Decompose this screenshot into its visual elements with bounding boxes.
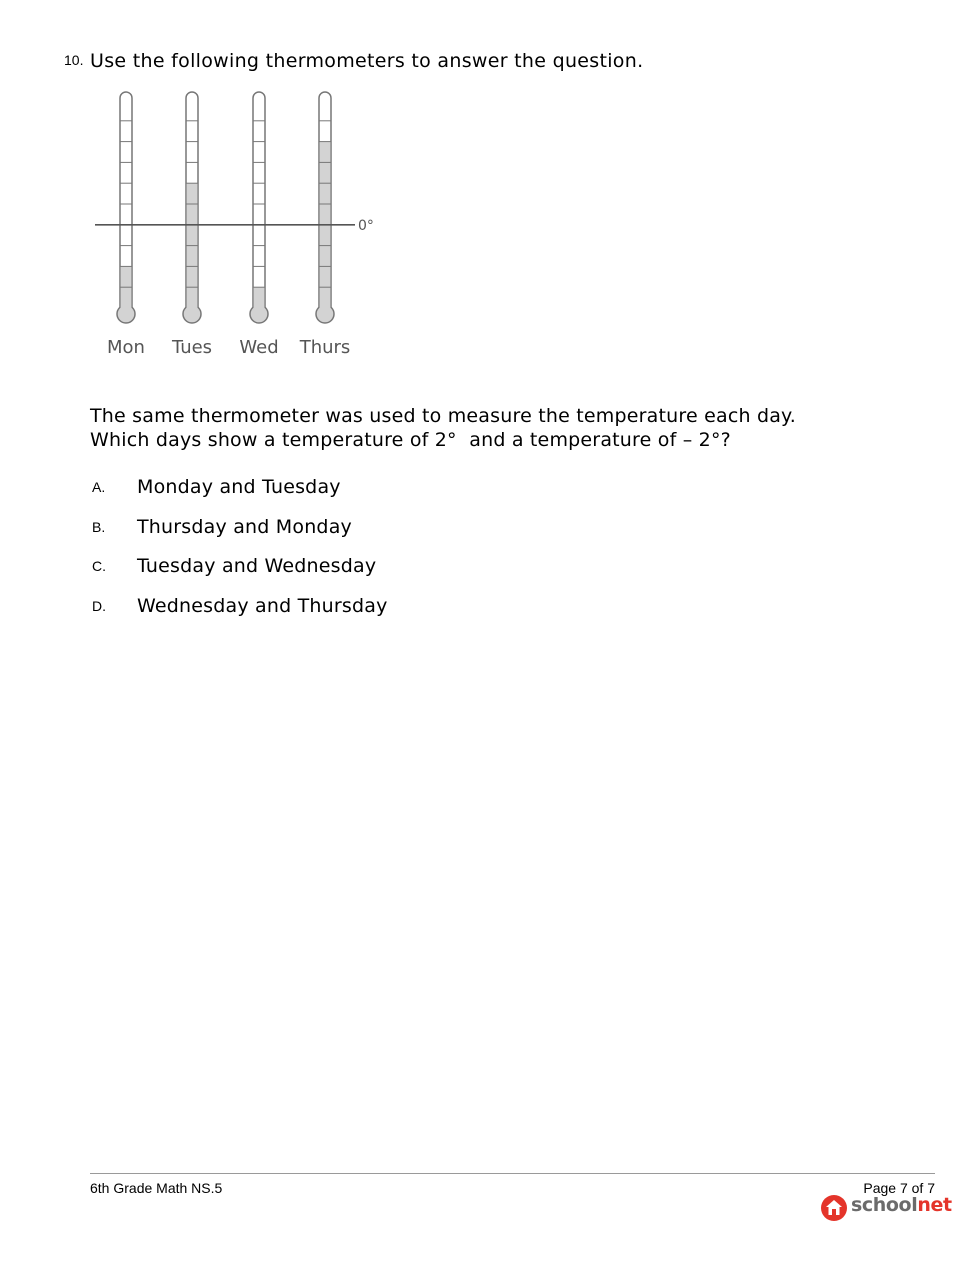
thermometer-liquid: [320, 142, 331, 310]
schoolnet-logo: [820, 1194, 952, 1222]
choice-letter: C.: [92, 558, 106, 574]
day-label: Tues: [171, 337, 213, 358]
zero-label: 0°: [358, 217, 374, 234]
choice-text: Wednesday and Thursday: [137, 595, 388, 617]
thermometer-figure: [90, 88, 390, 368]
thermometer-liquid: [187, 183, 198, 310]
day-label: Wed: [239, 337, 279, 358]
footer-page-number: Page 7 of 7: [863, 1180, 935, 1196]
footer-course: 6th Grade Math NS.5: [90, 1180, 223, 1196]
day-label: Thurs: [299, 337, 351, 358]
day-label: Mon: [107, 337, 145, 358]
question-stem: [90, 404, 796, 452]
choice-letter: D.: [92, 598, 106, 614]
question-prompt: Use the following thermometers to answer the question.: [90, 50, 644, 72]
choice-text: Thursday and Monday: [137, 516, 352, 538]
logo-wordmark: schoolnet: [851, 1194, 952, 1216]
choice-letter: B.: [92, 519, 106, 535]
stem-line: Which days show a temperature of 2° and a temperature of – 2°?: [90, 429, 731, 451]
stem-line: The same thermometer was used to measure the temperature each day.: [90, 405, 797, 427]
question-number: 10.: [64, 52, 84, 68]
choice-text: Tuesday and Wednesday: [137, 555, 377, 577]
thermometer-liquid: [254, 287, 265, 310]
thermometer-tube: [253, 92, 265, 308]
thermometer-liquid: [121, 266, 132, 310]
bulb-neck: [254, 307, 265, 313]
footer-divider: [90, 1173, 935, 1174]
bulb-neck: [320, 307, 331, 313]
bulb-neck: [187, 307, 198, 313]
choice-text: Monday and Tuesday: [137, 476, 341, 498]
choice-letter: A.: [92, 479, 106, 495]
house-icon: [820, 1194, 848, 1222]
bulb-neck: [121, 307, 132, 313]
